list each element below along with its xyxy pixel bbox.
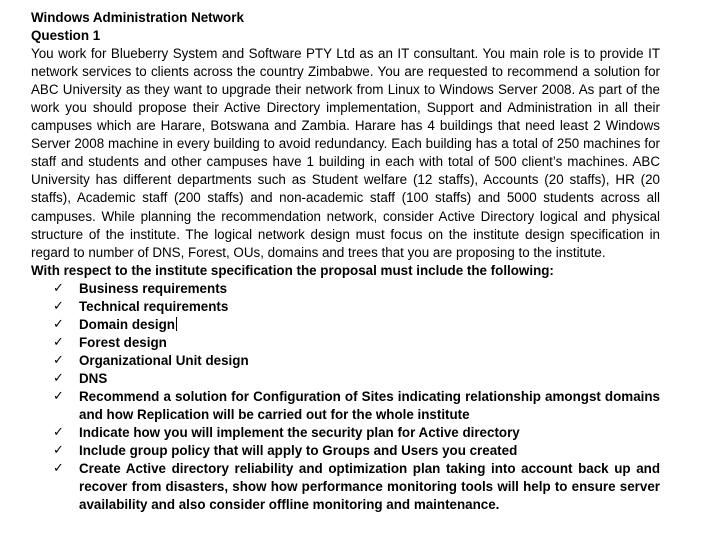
checklist-item-text: Indicate how you will implement the security plan for Active directory [79,425,520,441]
checkmark-icon: ✓ [53,298,64,314]
question-body: You work for Blueberry System and Software PTY Ltd as an IT consultant. You main role is to provide IT network services to clients across the country Zimbabwe. You are requested to recommend a solution for ABC University as they want to upgrade their network from Linux to Windows Server 2008. As part of the work you should propose their Active Directory implementation, Support and Administration in all their campuses which are Harare, Botswana and Zambia. Harare has 4 buildings that need least 2 Windows Server 2008 machine in every building to avoid redundancy. Each building has a total of 250 machines for staff and students and other campuses have 1 building in each with total of 500 client’s machines. ABC University has different departments such as Student welfare (12 staffs), Accounts (20 staffs), HR (20 staffs), Academic staff (200 staffs) and non-academic staff (100 staffs) and 5000 students across all campuses. While planning the recommendation network, consider Active Directory logical and physical structure of the institute. The logical network design must focus on the institute design specification in regard to number of DNS, Forest, OUs, domains and trees that you are proposing to the institute. [31,46,660,260]
checklist-item-text: Technical requirements [79,298,229,314]
checklist-item-text: Include group policy that will apply to Groups and Users you created [79,443,518,459]
checklist-item [31,442,660,460]
checkmark-icon: ✓ [53,388,64,404]
checklist-item [31,298,660,316]
checkmark-icon: ✓ [53,425,64,441]
requirements-lead: With respect to the institute specification the proposal must include the following: [31,262,554,278]
checklist-item [31,460,660,514]
checklist-item [31,334,660,352]
checkmark-icon: ✓ [53,316,64,332]
checkmark-icon: ✓ [53,334,64,350]
checkmark-icon: ✓ [53,461,64,477]
text-cursor [176,317,177,331]
checklist-item [31,280,660,298]
checklist-item-text: Forest design [79,334,167,350]
question-heading: Question 1 [31,28,101,44]
checklist-item-text[interactable]: Domain design [79,316,175,332]
checklist-item [31,424,660,442]
checklist-item [31,316,660,334]
checklist-item-text: Create Active directory reliability and optimization plan taking into account back up and recover from disasters, show how performance monitoring tools will help to ensure server availability and also consider offline monitoring and maintenance. [79,461,660,513]
checklist-item-text: DNS [79,370,108,386]
checklist-item [31,352,660,370]
requirements-checklist [31,280,660,515]
document-title: Windows Administration Network [31,10,244,25]
checkmark-icon: ✓ [53,370,64,386]
checklist-item [31,370,660,388]
checklist-item-text: Recommend a solution for Configuration of Sites indicating relationship amongst domains and how Replication will be carried out for the whole institute [79,388,660,423]
checkmark-icon: ✓ [53,443,64,459]
checkmark-icon: ✓ [53,352,64,368]
checkmark-icon: ✓ [53,280,64,296]
checklist-item [31,388,660,424]
checklist-item-text: Business requirements [79,280,228,296]
checklist-item-text: Organizational Unit design [79,352,249,368]
